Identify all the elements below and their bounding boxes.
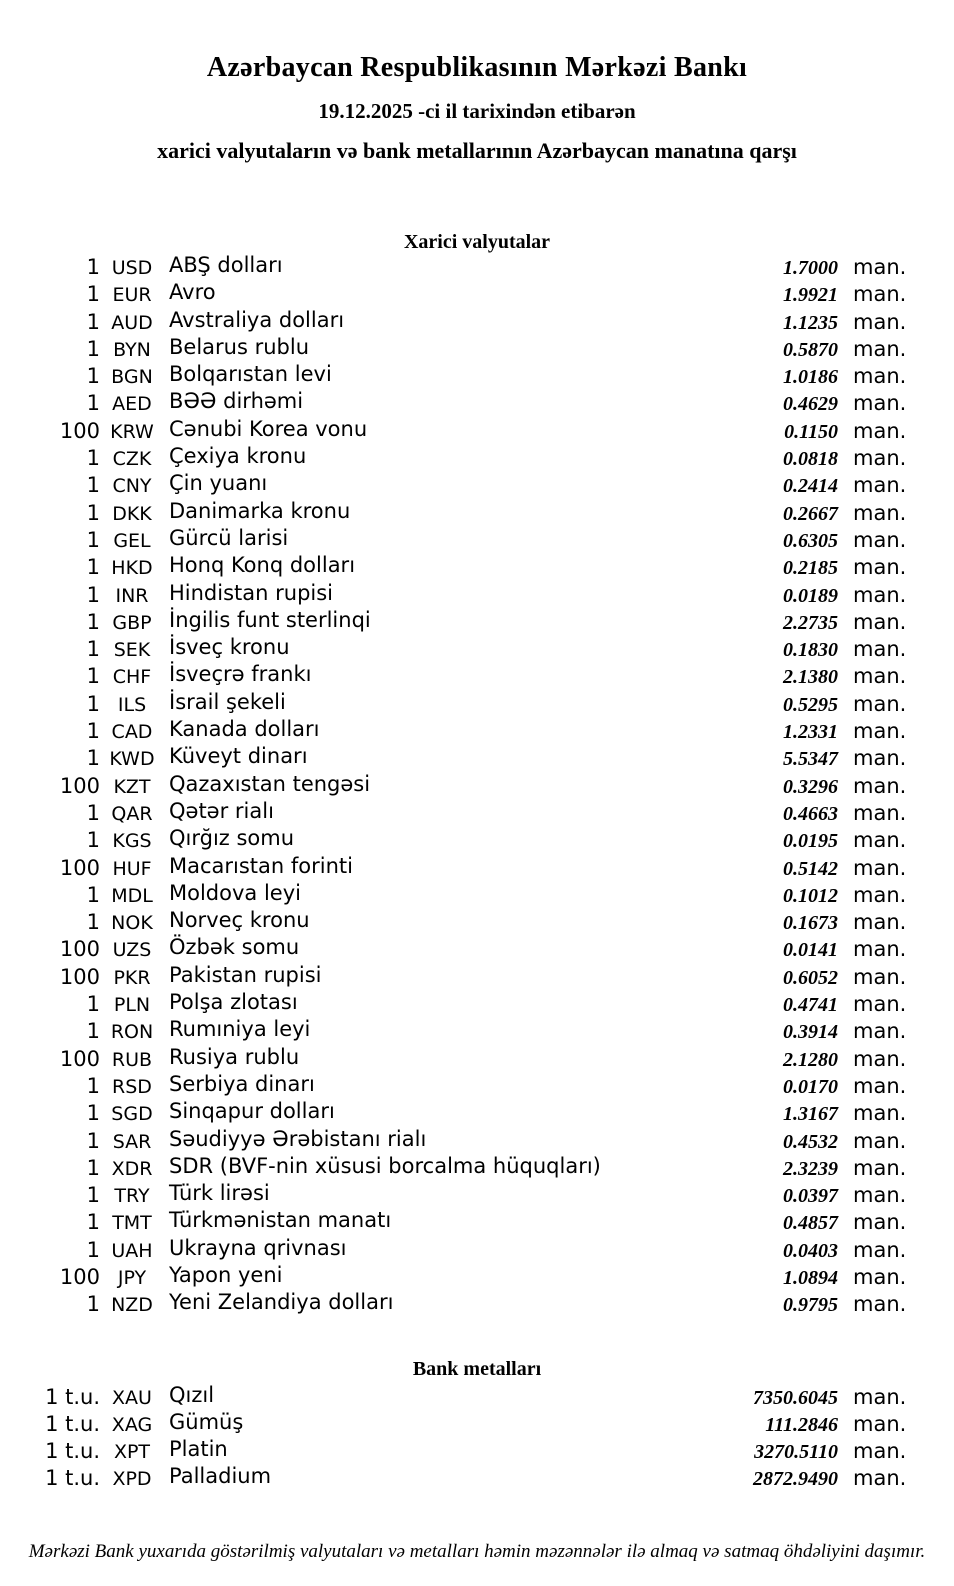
currency-name: ABŞ dolları [169,253,283,277]
table-row [0,1235,954,1265]
table-row [0,1382,954,1412]
unit-label: man. [853,1384,907,1409]
page-title: Azərbaycan Respublikasının Mərkəzi Bankı [206,52,748,83]
unit-label: man. [853,582,907,607]
rate-value: 1.9921 [783,284,838,307]
page-subtitle: xarici valyutaların və bank metallarının Azərbaycan manatına qarşı [157,138,797,163]
unit-label: man. [853,637,907,662]
table-row [0,525,954,555]
rate-value: 0.4532 [783,1130,838,1153]
rate-value: 0.3914 [783,1021,838,1044]
currency-code: PKR [113,966,151,989]
unit-label: man. [853,855,907,880]
rate-value: 0.1012 [783,884,838,907]
quantity-value: 1 t.u. [45,1411,100,1436]
unit-label: man. [853,309,907,334]
currency-name: İsrail şekeli [169,689,286,714]
quantity-value: 1 [86,1019,100,1044]
quantity-value: 1 [86,746,100,771]
rate-value: 0.5870 [783,338,838,361]
table-row [0,910,954,937]
table-row [0,580,954,610]
currency-name: Yapon yeni [169,1262,283,1287]
quantity-value: 100 [59,855,100,880]
currency-code: SGD [111,1103,153,1126]
effective-date: 19.12.2025 -ci il tarixindən etibarən [318,99,636,123]
metals-table [0,1382,954,1494]
table-row [0,992,954,1019]
currency-code: SAR [112,1130,152,1153]
table-row [0,1019,954,1046]
currency-name: Türk lirəsi [169,1181,270,1206]
rate-value: 0.2185 [783,557,838,580]
unit-label: man. [853,255,907,279]
table-row [0,364,954,391]
table-row [0,880,954,910]
unit-label: man. [853,882,907,907]
table-row [0,391,954,418]
currency-code: XPT [113,1441,151,1464]
rate-value: 2.1380 [783,666,838,689]
unit-label: man. [853,1019,907,1044]
table-row [0,307,954,337]
table-row [0,1439,954,1466]
quantity-value: 1 [86,1237,100,1262]
currency-code: GBP [112,611,152,634]
unit-label: man. [853,1237,907,1262]
quantity-value: 1 [86,1128,100,1153]
currency-code: INR [115,584,149,607]
currency-name: Səudiyyə Ərəbistanı rialı [169,1126,427,1151]
currency-code: DKK [112,502,152,525]
currency-name: İsveç kronu [169,635,290,660]
currencies-section-title: Xarici valyutalar [403,231,551,253]
currency-name: Özbək somu [169,935,300,960]
quantity-value: 1 t.u. [45,1439,100,1464]
currency-name: Qızıl [169,1382,215,1407]
currency-name: Norveç kronu [169,908,310,933]
currency-code: AUD [111,311,153,334]
rate-value: 0.0170 [783,1075,838,1098]
currency-code: RON [110,1021,154,1044]
unit-label: man. [853,336,907,361]
currency-code: GEL [113,529,151,552]
quantity-value: 1 t.u. [45,1384,100,1409]
currency-name: Belarus rublu [169,334,310,359]
rate-value: 0.5142 [783,857,838,880]
rate-value: 7350.6045 [753,1386,838,1409]
unit-label: man. [853,555,907,580]
currency-name: Serbiya dinarı [169,1071,315,1096]
unit-label: man. [853,527,907,552]
currency-name: Honq Konq dolları [169,553,356,578]
rate-value: 1.1235 [783,311,838,334]
quantity-value: 1 [86,1155,100,1180]
unit-label: man. [853,992,907,1017]
table-row [0,719,954,746]
rate-value: 1.3167 [783,1103,838,1126]
unit-label: man. [853,800,907,825]
currency-name: Rusiya rublu [169,1044,300,1069]
quantity-value: 1 [86,1073,100,1098]
unit-label: man. [853,1210,907,1235]
unit-label: man. [853,664,907,689]
rate-value: 0.0195 [783,830,838,853]
rate-value: 5.5347 [783,748,838,771]
rate-value: 0.4741 [783,994,838,1017]
table-row [0,416,954,446]
table-row [0,498,954,528]
currency-code: USD [111,257,153,279]
currency-name: Çin yuanı [169,471,268,496]
quantity-value: 1 [86,500,100,525]
table-row [0,771,954,801]
unit-label: man. [853,773,907,798]
unit-label: man. [853,418,907,443]
quantity-value: 1 [86,1210,100,1235]
currency-name: Avstraliya dolları [169,307,345,332]
rate-value: 0.0189 [783,584,838,607]
quantity-value: 100 [59,773,100,798]
unit-label: man. [853,1155,907,1180]
unit-label: man. [853,1411,907,1436]
quantity-value: 100 [59,964,100,989]
unit-label: man. [853,1439,907,1464]
quantity-value: 100 [59,418,100,443]
currency-name: Yeni Zelandiya dolları [169,1290,394,1315]
table-row [0,937,954,964]
currency-code: NZD [111,1294,153,1317]
rate-value: 0.4857 [783,1212,838,1235]
rate-value: 0.6305 [783,529,838,552]
currency-name: Polşa zlotası [169,990,298,1015]
unit-label: man. [853,719,907,744]
currency-code: XAU [112,1386,152,1409]
table-row [0,1071,954,1101]
currency-name: Avro [169,280,216,305]
table-row [0,828,954,855]
unit-label: man. [853,446,907,471]
rate-value: 3270.5110 [754,1441,838,1464]
quantity-value: 1 [86,364,100,389]
unit-label: man. [853,828,907,853]
table-row [0,1126,954,1156]
table-row [0,853,954,883]
quantity-value: 100 [59,937,100,962]
unit-label: man. [853,1128,907,1153]
table-row [0,255,954,282]
quantity-value: 1 [86,282,100,307]
unit-label: man. [853,964,907,989]
currency-code: AED [112,393,152,416]
rate-value: 1.7000 [783,257,838,279]
table-row [0,1044,954,1074]
unit-label: man. [853,609,907,634]
unit-label: man. [853,364,907,389]
currency-code: TRY [114,1185,150,1208]
table-row [0,746,954,773]
table-row [0,689,954,719]
currency-name: Sinqapur dolları [169,1099,335,1124]
rate-value: 111.2846 [765,1413,838,1436]
rate-value: 0.5295 [783,693,838,716]
unit-label: man. [853,1046,907,1071]
rate-value: 0.1673 [783,912,838,935]
unit-label: man. [853,1292,907,1317]
currency-code: JPY [117,1266,147,1289]
table-row [0,1101,954,1128]
rate-value: 0.2667 [783,502,838,525]
rate-value: 0.4663 [783,802,838,825]
currency-code: HUF [112,857,152,880]
currency-code: CZK [112,448,152,471]
currency-code: RSD [112,1075,152,1098]
currency-code: SEK [113,639,151,662]
quantity-value: 1 [86,719,100,744]
unit-label: man. [853,500,907,525]
quantity-value: 1 [86,800,100,825]
currency-name: Küveyt dinarı [169,744,308,769]
currency-code: XPD [112,1468,152,1491]
quantity-value: 1 [86,446,100,471]
quantity-value: 1 [86,664,100,689]
unit-label: man. [853,910,907,935]
currency-name: Qazaxıstan tengəsi [169,771,371,796]
table-row [0,555,954,582]
quantity-value: 1 [86,309,100,334]
currency-code: PLN [113,994,151,1017]
rate-value: 1.0186 [783,366,838,389]
unit-label: man. [853,937,907,962]
table-row [0,1466,954,1493]
currency-name: Pakistan rupisi [169,962,322,987]
currency-name: Danimarka kronu [169,498,351,523]
quantity-value: 1 [86,555,100,580]
rate-value: 0.3296 [783,775,838,798]
table-row [0,1262,954,1292]
quantity-value: 1 [86,828,100,853]
currency-name: Çexiya kronu [169,444,307,469]
quantity-value: 1 [86,992,100,1017]
unit-label: man. [853,473,907,498]
currency-code: EUR [112,284,152,307]
unit-label: man. [853,1264,907,1289]
table-row [0,607,954,637]
table-row [0,1153,954,1183]
quantity-value: 1 t.u. [45,1466,100,1491]
currency-code: RUB [111,1048,153,1071]
currency-code: CHF [112,666,152,689]
rate-value: 2.1280 [783,1048,838,1071]
quantity-value: 1 [86,473,100,498]
unit-label: man. [853,1101,907,1126]
quantity-value: 1 [86,582,100,607]
rate-value: 0.0818 [783,448,838,471]
currency-code: NOK [111,912,153,935]
quantity-value: 100 [59,1046,100,1071]
table-row [0,1292,954,1319]
unit-label: man. [853,282,907,307]
currency-name: Ukrayna qrivnası [169,1235,347,1260]
rate-value: 0.6052 [783,966,838,989]
table-row [0,473,954,500]
currency-code: CAD [111,721,153,744]
currency-name: Türkmənistan manatı [169,1208,392,1233]
rate-value: 0.0403 [783,1239,838,1262]
quantity-value: 1 [86,1101,100,1126]
currency-code: KZT [113,775,151,798]
table-row [0,1183,954,1210]
currency-name: Cənubi Korea vonu [169,416,368,441]
unit-label: man. [853,1183,907,1208]
rate-value: 0.9795 [783,1294,838,1317]
quantity-value: 100 [59,1264,100,1289]
currency-name: İsveçrə frankı [169,662,312,687]
unit-label: man. [853,691,907,716]
currency-name: BƏƏ dirhəmi [169,389,304,414]
table-row [0,334,954,364]
quantity-value: 1 [86,882,100,907]
table-row [0,1409,954,1439]
quantity-value: 1 [86,527,100,552]
currency-name: Moldova leyi [169,880,301,905]
currency-code: KWD [109,748,155,771]
rate-value: 2.2735 [783,611,838,634]
table-row [0,1210,954,1237]
quantity-value: 1 [86,1292,100,1317]
table-row [0,664,954,691]
currency-code: CNY [112,475,152,498]
currency-code: TMT [112,1212,152,1235]
rate-value: 1.2331 [783,721,838,744]
currency-code: XDR [111,1157,153,1180]
currency-code: QAR [111,802,153,825]
table-row [0,446,954,473]
currency-code: ILS [117,693,147,716]
currency-name: Gümüş [169,1409,244,1434]
table-row [0,798,954,828]
currency-code: MDL [111,884,153,907]
rate-value: 1.0894 [783,1266,838,1289]
rate-value: 0.0397 [783,1185,838,1208]
currency-code: UAH [111,1239,153,1262]
currency-name: Qətər rialı [169,798,274,823]
currency-code: KRW [110,420,154,443]
currency-name: SDR (BVF-nin xüsusi borcalma hüquqları) [169,1153,601,1178]
metals-section-title: Bank metalları [412,1357,542,1380]
currency-name: Qırğız somu [169,826,295,851]
currency-code: BYN [113,338,151,361]
quantity-value: 1 [86,609,100,634]
quantity-value: 1 [86,910,100,935]
table-row [0,637,954,664]
unit-label: man. [853,391,907,416]
quantity-value: 1 [86,637,100,662]
rate-value: 2872.9490 [753,1468,838,1491]
currency-code: XAG [111,1413,153,1436]
quantity-value: 1 [86,255,100,279]
currency-name: İngilis funt sterlinqi [169,607,371,632]
unit-label: man. [853,1073,907,1098]
unit-label: man. [853,1466,907,1491]
disclaimer-text: Mərkəzi Bank yuxarıda göstərilmiş valyutaları və metalları həmin məzənnələr ilə almaq və satmaq öhdəliyini daşımır. [28,1540,926,1562]
table-row [0,282,954,309]
currency-name: Palladium [169,1464,272,1489]
currency-name: Gürcü larisi [169,525,289,550]
rate-value: 0.0141 [783,939,838,962]
currency-code: KGS [112,830,152,853]
currency-name: Platin [169,1437,228,1462]
currency-name: Hindistan rupisi [169,580,334,605]
currency-code: BGN [111,366,153,389]
unit-label: man. [853,746,907,771]
table-row [0,962,954,992]
quantity-value: 1 [86,336,100,361]
rate-value: 0.1150 [784,420,838,443]
quantity-value: 1 [86,391,100,416]
quantity-value: 1 [86,1183,100,1208]
currency-code: HKD [111,557,153,580]
rate-value: 0.4629 [783,393,838,416]
rate-value: 0.1830 [783,639,838,662]
rate-value: 0.2414 [783,475,838,498]
rate-value: 2.3239 [783,1157,838,1180]
currency-name: Bolqarıstan levi [169,362,332,387]
quantity-value: 1 [86,691,100,716]
currency-name: Kanada dolları [169,717,320,742]
currency-code: UZS [112,939,152,962]
currencies-table [0,255,954,1320]
currency-name: Macarıstan forinti [169,853,353,878]
currency-name: Rumıniya leyi [169,1017,311,1042]
